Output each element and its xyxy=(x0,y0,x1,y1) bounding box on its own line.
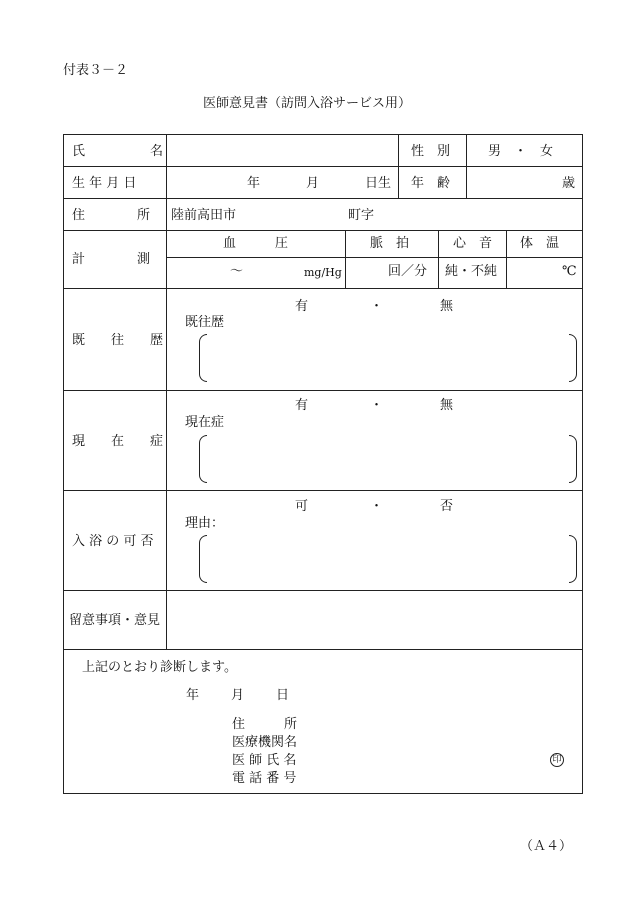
doctor-opinion-form xyxy=(63,134,583,794)
sign-year-unit: 年 xyxy=(186,688,200,703)
age-field[interactable] xyxy=(467,167,557,198)
current-symptoms-bracket-left xyxy=(199,435,207,483)
age-label: 年 齢 xyxy=(411,176,451,191)
past-history-bracket-right xyxy=(569,334,577,382)
bathing-not-possible[interactable]: 否 xyxy=(440,499,454,514)
bathing-bracket-left xyxy=(199,535,207,583)
pulse-unit: 回／分 xyxy=(388,264,428,279)
age-unit: 歳 xyxy=(562,176,576,191)
bathing-possible[interactable]: 可 xyxy=(295,499,309,514)
sign-day-unit: 日 xyxy=(276,688,290,703)
notes-label: 留意事項・意見 xyxy=(69,613,161,628)
institution-name-label: 医療機関名 xyxy=(232,735,298,750)
current-symptoms-bracket-right xyxy=(569,435,577,483)
bathing-reason-field[interactable] xyxy=(209,535,567,583)
past-history-bracket-left xyxy=(199,334,207,382)
address-city: 陸前高田市 xyxy=(171,208,237,223)
past-history-label: 既 往 歴 xyxy=(72,333,164,348)
diagnosis-statement: 上記のとおり診断します。 xyxy=(82,660,237,675)
bathing-bracket-right xyxy=(569,535,577,583)
birth-month-unit: 月 xyxy=(306,176,320,191)
bathing-reason-label: 理由： xyxy=(185,516,225,531)
bathing-dot: ・ xyxy=(370,499,384,514)
seal-mark: 印 xyxy=(550,753,564,767)
doctor-address-label: 住 所 xyxy=(232,717,298,732)
heart-sound-label: 心 音 xyxy=(453,236,493,251)
birthdate-label: 生 年 月 日 xyxy=(72,176,137,191)
address-label: 住 所 xyxy=(72,208,151,223)
current-symptoms-sublabel: 現在症 xyxy=(185,415,225,430)
gender-label: 性 別 xyxy=(411,144,451,159)
sign-month-unit: 月 xyxy=(231,688,245,703)
past-history-dot: ・ xyxy=(370,299,384,314)
phone-number-label: 電 話 番 号 xyxy=(232,771,297,786)
current-symptoms-dot: ・ xyxy=(370,398,384,413)
past-history-field[interactable] xyxy=(209,334,567,382)
body-temp-label: 体 温 xyxy=(520,236,560,251)
gender-options[interactable]: 男 ・ 女 xyxy=(488,144,554,159)
body-temp-unit: ℃ xyxy=(562,264,577,279)
pulse-label: 脈 拍 xyxy=(370,236,410,251)
blood-pressure-range: ～ xyxy=(230,264,244,279)
measurement-label: 計 測 xyxy=(72,252,151,267)
birth-day-unit: 日生 xyxy=(365,176,392,191)
past-history-no[interactable]: 無 xyxy=(440,299,454,314)
current-symptoms-yes[interactable]: 有 xyxy=(295,398,309,413)
form-title: 医師意見書（訪問入浴サービス用） xyxy=(203,96,412,111)
heart-sound-options[interactable]: 純・不純 xyxy=(445,264,498,279)
doctor-name-label: 医 師 氏 名 xyxy=(232,753,297,768)
past-history-sublabel: 既往歴 xyxy=(185,315,225,330)
appendix-label: 付表３－２ xyxy=(63,63,129,78)
current-symptoms-no[interactable]: 無 xyxy=(440,398,454,413)
paper-size-label: （Ａ４） xyxy=(520,839,573,854)
birth-year-unit: 年 xyxy=(247,176,261,191)
blood-pressure-unit: mg/Hg xyxy=(304,266,342,279)
notes-field[interactable] xyxy=(167,591,582,649)
name-label: 氏 名 xyxy=(72,144,164,159)
current-symptoms-field[interactable] xyxy=(209,435,567,483)
blood-pressure-label: 血 圧 xyxy=(223,236,289,251)
address-town: 町字 xyxy=(348,208,375,223)
current-symptoms-label: 現 在 症 xyxy=(72,434,164,449)
name-field[interactable] xyxy=(167,135,398,166)
past-history-yes[interactable]: 有 xyxy=(295,299,309,314)
bathing-eligibility-label: 入 浴 の 可 否 xyxy=(72,534,154,549)
